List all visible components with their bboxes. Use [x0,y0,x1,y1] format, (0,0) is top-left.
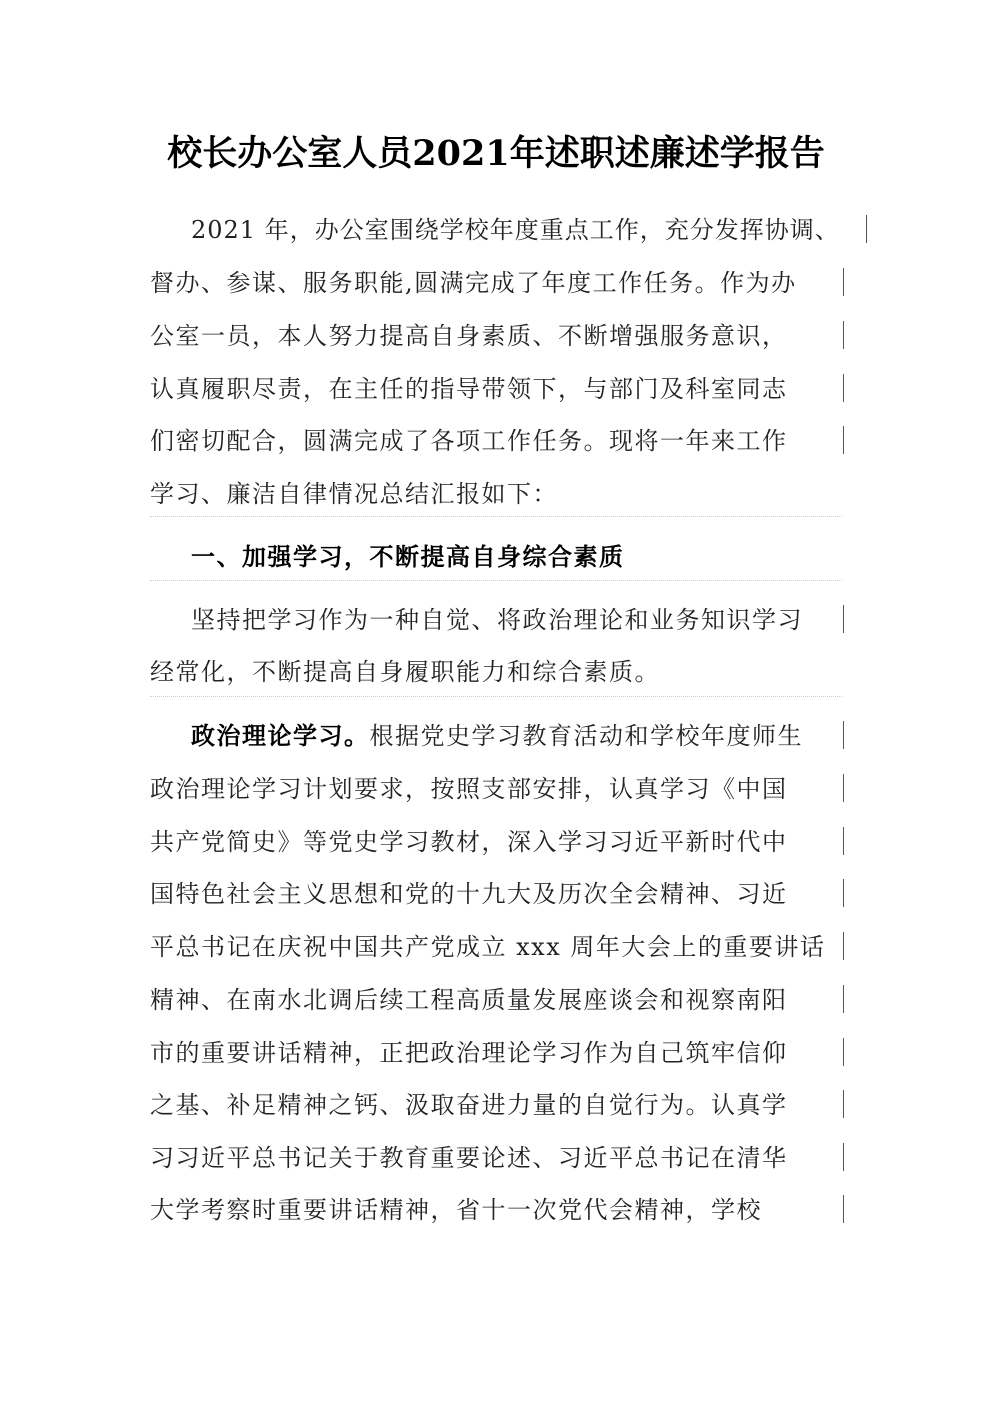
section-para-line-2: 经常化，不断提高自身履职能力和综合素质。 [150,658,660,686]
intro-line-6: 学习、廉洁自律情况总结汇报如下： [150,480,558,508]
margin-bar [843,721,844,749]
margin-bar [843,605,844,633]
politics-line-2: 政治理论学习计划要求，按照支部安排，认真学习《中国 [150,775,788,803]
document-title: 校长办公室人员2021年述职述廉述学报告 [167,133,825,174]
section-heading: 一、加强学习，不断提高自身综合素质 [191,542,625,571]
margin-bar [843,1038,844,1066]
politics-line-7: 市的重要讲话精神，正把政治理论学习作为自己筑牢信仰 [150,1039,788,1067]
politics-line-1 [191,716,803,756]
margin-bar [843,1195,844,1223]
intro-line-5: 们密切配合，圆满完成了各项工作任务。现将一年来工作 [150,427,788,455]
margin-bar [843,932,844,960]
politics-line-4: 国特色社会主义思想和党的十九大及历次全会精神、习近 [150,880,788,908]
margin-bar [843,426,844,454]
margin-bar [843,321,844,349]
margin-bar [866,215,867,243]
margin-bar [843,879,844,907]
margin-bar [843,985,844,1013]
paragraph-divider [150,696,842,697]
intro-line-3: 公室一员，本人努力提高自身素质、不断增强服务意识， [150,322,788,350]
politics-line-6: 精神、在南水北调后续工程高质量发展座谈会和视察南阳 [150,986,788,1014]
margin-bar [843,774,844,802]
margin-bar [843,1143,844,1171]
politics-line-5: 平总书记在庆祝中国共产党成立 xxx 周年大会上的重要讲话 [150,933,826,961]
politics-line-9: 习习近平总书记关于教育重要论述、习近平总书记在清华 [150,1144,788,1172]
intro-line-1: 2021 年，办公室围绕学校年度重点工作，充分发挥协调、 [191,216,840,244]
margin-bar [843,1090,844,1118]
paragraph-divider [150,580,842,581]
margin-bar [843,374,844,402]
politics-line-3: 共产党简史》等党史学习教材，深入学习习近平新时代中 [150,828,788,856]
politics-lead: 政治理论学习。 [191,721,370,750]
politics-line-10: 大学考察时重要讲话精神，省十一次党代会精神，学校 [150,1196,762,1224]
paragraph-divider [150,516,842,517]
section-para-line-1: 坚持把学习作为一种自觉、将政治理论和业务知识学习 [191,606,803,634]
margin-bar [843,268,844,296]
politics-line-8: 之基、补足精神之钙、汲取奋进力量的自觉行为。认真学 [150,1091,788,1119]
politics-first-rest: 根据党史学习教育活动和学校年度师生 [369,722,803,750]
intro-line-4: 认真履职尽责，在主任的指导带领下，与部门及科室同志 [150,375,788,403]
margin-bar [843,827,844,855]
intro-line-2: 督办、参谋、服务职能,圆满完成了年度工作任务。作为办 [150,269,797,297]
